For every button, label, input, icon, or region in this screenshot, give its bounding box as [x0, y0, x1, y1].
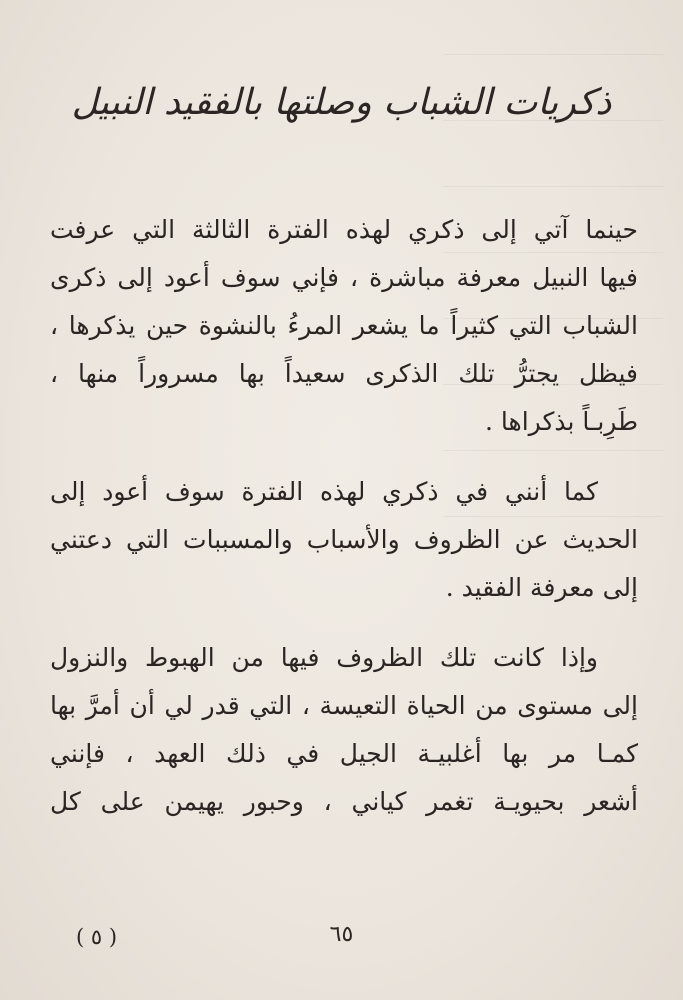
- text-line: إلى مستوى من الحياة التعيسة ، التي قدر لي أن أمرَّ بها: [50, 691, 638, 720]
- text-line: كما أنني في ذكري لهذه الفترة سوف أعود إلى: [50, 477, 598, 506]
- text-line: طَرِبـاً بذكراها .: [485, 407, 638, 436]
- page-body: [50, 206, 638, 826]
- paragraph-gap: [50, 446, 638, 468]
- text-line: الشباب التي كثيراً ما يشعر المرءُ بالنشوة حين يذكرها ،: [50, 311, 638, 340]
- text-line: الحديث عن الظروف والأسباب والمسببات التي دعتني: [50, 525, 638, 554]
- chapter-title: ذكريات الشباب وصلتها بالفقيد النبيل: [71, 82, 612, 123]
- text-line: إلى معرفة الفقيد .: [445, 573, 638, 602]
- paragraph-gap: [50, 612, 638, 634]
- text-line: أشعر بحيويـة تغمر كياني ، وحبور يهيمن على كل: [50, 787, 638, 816]
- paragraph-1: [50, 206, 638, 446]
- text-line: كمـا مر بها أغلبيـة الجيل في ذلك العهد ، فإنني: [50, 739, 638, 768]
- text-line: حينما آتي إلى ذكري لهذه الفترة الثالثة التي عرفت: [50, 215, 638, 244]
- text-line: فيظل يجترُّ تلك الذكرى سعيداً بها مسروراً منها ،: [50, 359, 638, 388]
- paragraph-2: [50, 468, 638, 612]
- signature-mark: ( ٥ ): [76, 925, 118, 949]
- paragraph-3: [50, 634, 638, 826]
- page-number: ٦٥: [329, 922, 354, 947]
- text-line: فيها النبيل معرفة مباشرة ، فإني سوف أعود إلى ذكرى: [50, 263, 638, 292]
- text-line: وإذا كانت تلك الظروف فيها من الهبوط والنزول: [50, 643, 598, 672]
